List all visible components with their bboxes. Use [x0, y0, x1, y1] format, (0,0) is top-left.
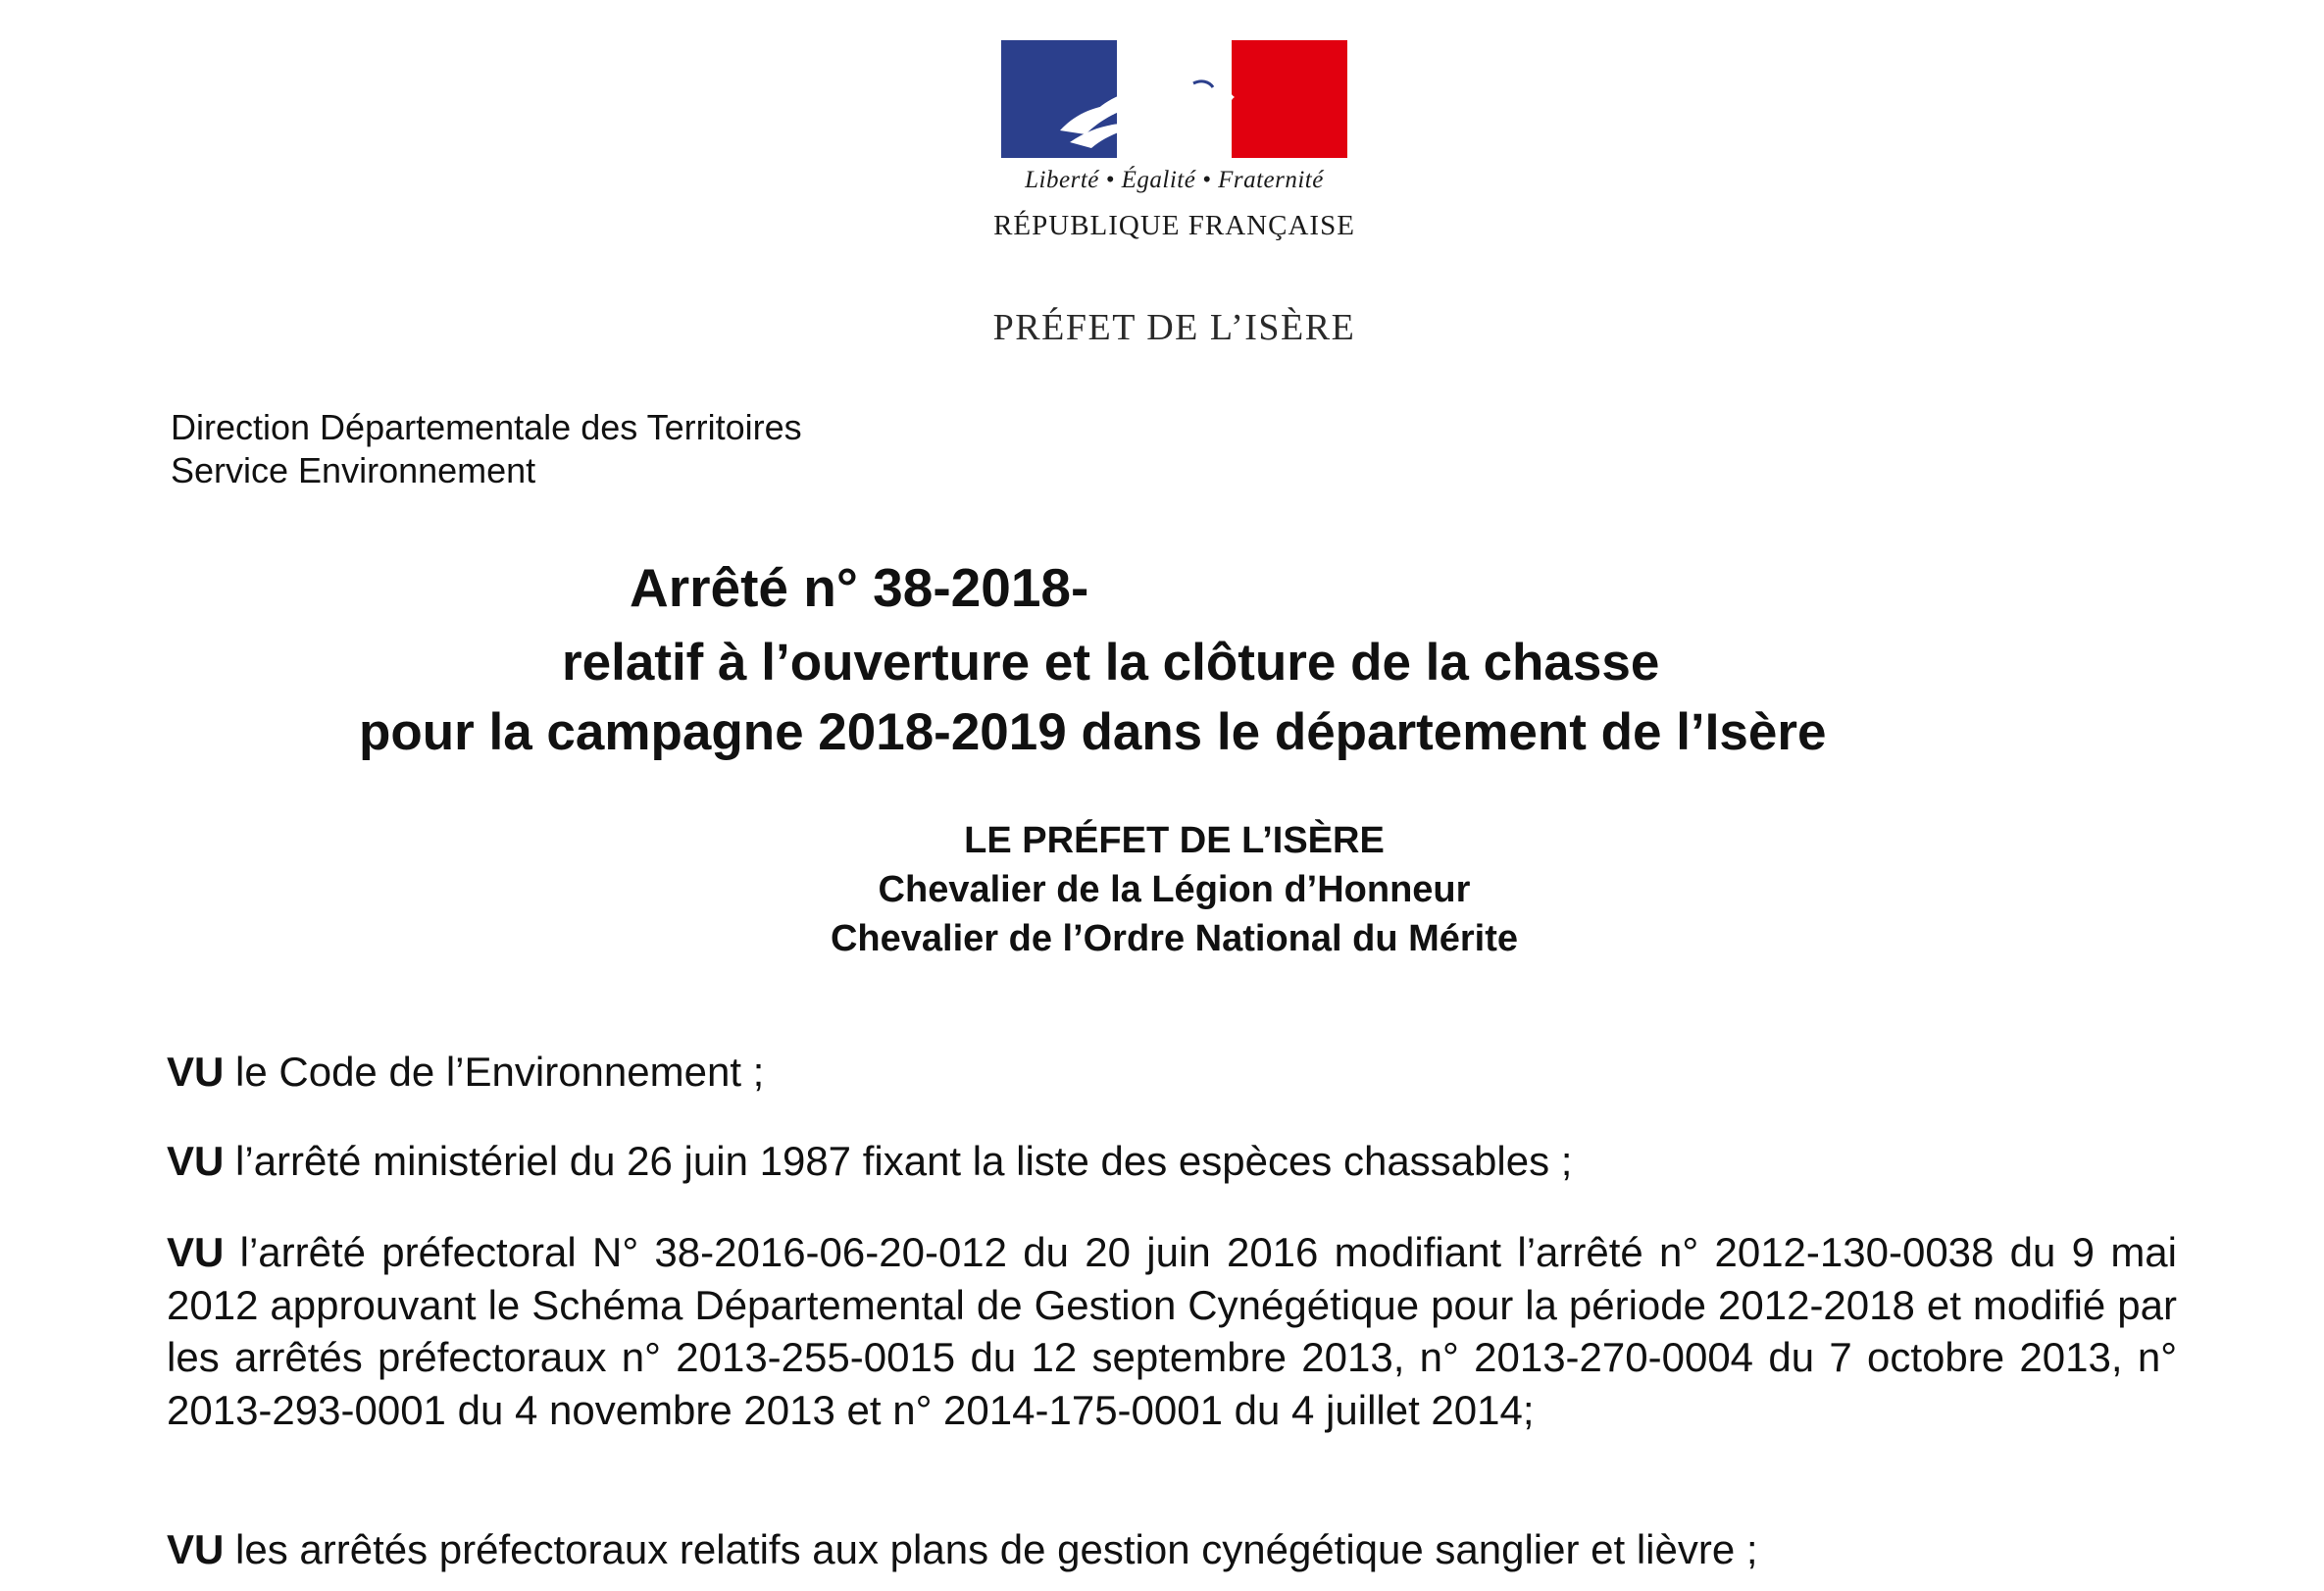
decree-subject-line-2: pour la campagne 2018-2019 dans le département de l’Isère — [359, 703, 1827, 761]
consideration-item — [167, 1046, 2177, 1099]
prefect-titles — [490, 816, 1858, 963]
consideration-text: le Code de l’Environnement ; — [224, 1049, 765, 1095]
service-name: Service Environnement — [171, 450, 536, 490]
consideration-text: l’arrêté préfectoral N° 38-2016-06-20-012 du 20 juin 2016 modifiant l’arrêté n° 2012-130-0038 du 9 mai 2012 approuvant le Schéma Départemental de Gestion Cynégétique pour la période 2012-2018 et modifié par les arrêtés préfectoraux n° 2013-255-0015 du 12 septembre 2013, n° 2013-270-0004 du 7 octobre 2013, n° 2013-293-0001 du 4 novembre 2013 et n° 2014-175-0001 du 4 juillet 2014; — [167, 1229, 2177, 1433]
consideration-item — [167, 1135, 2177, 1188]
republic-motto: Liberté • Égalité • Fraternité — [1025, 167, 1324, 193]
consideration-item — [167, 1226, 2177, 1436]
department-name: Direction Départementale des Territoires — [171, 407, 802, 447]
consideration-keyword: VU — [167, 1138, 225, 1184]
consideration-keyword: VU — [167, 1049, 225, 1095]
consideration-text: les arrêtés préfectoraux relatifs aux plans de gestion cynégétique sanglier et lièvre ; — [224, 1526, 1758, 1572]
prefect-honor-2: Chevalier de l’Ordre National du Mérite — [830, 918, 1519, 959]
prefect-name: LE PRÉFET DE L’ISÈRE — [964, 820, 1385, 861]
decree-subject-line-1: relatif à l’ouverture et la clôture de la chasse — [562, 634, 1660, 692]
consideration-text: l’arrêté ministériel du 26 juin 1987 fixant la liste des espèces chassables ; — [224, 1138, 1573, 1184]
issuing-department — [171, 406, 802, 492]
decree-number: Arrêté n° 38-2018- — [630, 557, 1089, 618]
prefecture-header: PRÉFET DE L’ISÈRE — [992, 307, 1356, 348]
consideration-keyword: VU — [167, 1526, 225, 1572]
republic-name: RÉPUBLIQUE FRANÇAISE — [993, 210, 1355, 241]
consideration-keyword: VU — [167, 1229, 225, 1275]
prefect-honor-1: Chevalier de la Légion d’Honneur — [878, 869, 1471, 910]
marianne-logo — [1001, 40, 1347, 158]
consideration-item — [167, 1523, 2177, 1576]
